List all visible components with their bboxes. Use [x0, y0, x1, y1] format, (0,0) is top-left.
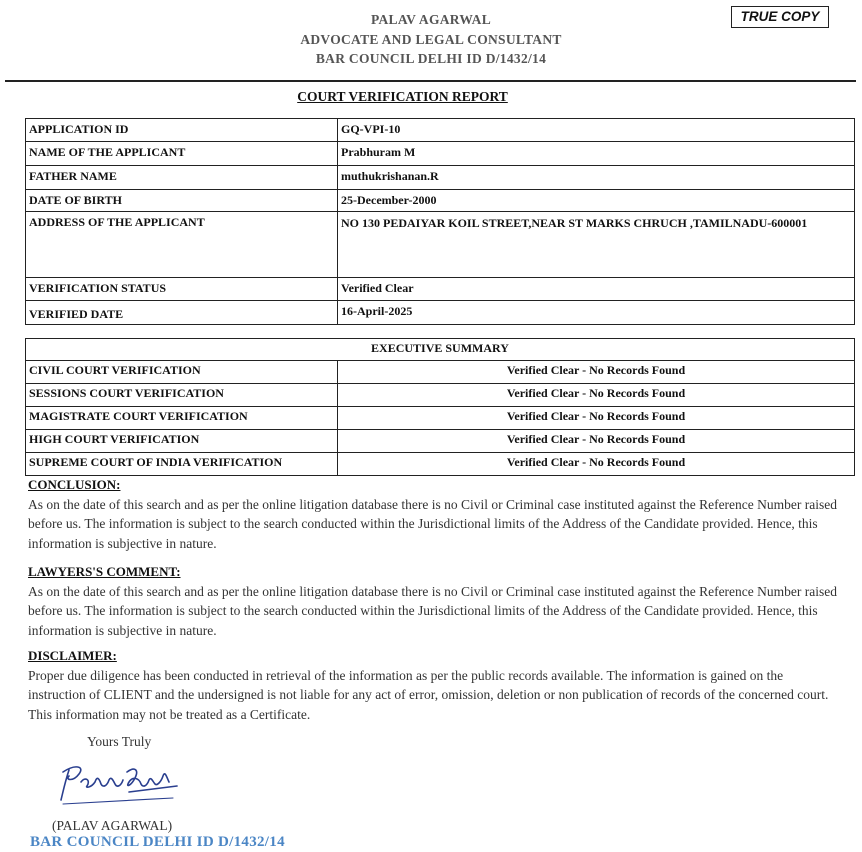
- table-row: [26, 166, 855, 190]
- signatory-bar-id: BAR COUNCIL DELHI ID D/1432/14: [30, 834, 285, 850]
- summary-label: SESSIONS COURT VERIFICATION: [26, 384, 338, 407]
- disclaimer-heading: DISCLAIMER:: [28, 648, 117, 663]
- advocate-bar-id: BAR COUNCIL DELHI ID D/1432/14: [315, 51, 547, 66]
- summary-label: SUPREME COURT OF INDIA VERIFICATION: [26, 453, 338, 476]
- summary-value: Verified Clear - No Records Found: [338, 407, 855, 430]
- table-row: [26, 301, 855, 325]
- summary-title: EXECUTIVE SUMMARY: [26, 339, 855, 361]
- table-row: [26, 453, 855, 476]
- table-row: [26, 430, 855, 453]
- report-title: COURT VERIFICATION REPORT: [297, 89, 508, 104]
- info-value: Verified Clear: [338, 278, 855, 301]
- summary-value: Verified Clear - No Records Found: [338, 384, 855, 407]
- info-value: 25-December-2000: [338, 190, 855, 212]
- summary-label: HIGH COURT VERIFICATION: [26, 430, 338, 453]
- table-row: [26, 407, 855, 430]
- table-row: [26, 278, 855, 301]
- summary-label: MAGISTRATE COURT VERIFICATION: [26, 407, 338, 430]
- info-value: 16-April-2025: [338, 301, 855, 325]
- info-value: GQ-VPI-10: [338, 119, 855, 142]
- table-row: [26, 384, 855, 407]
- table-row: [26, 361, 855, 384]
- executive-summary-table: [25, 338, 855, 476]
- applicant-info-table: [25, 118, 855, 325]
- info-value: Prabhuram M: [338, 142, 855, 166]
- info-label: FATHER NAME: [26, 166, 338, 190]
- advocate-designation: ADVOCATE AND LEGAL CONSULTANT: [300, 31, 562, 47]
- signatory-name: (PALAV AGARWAL): [52, 818, 173, 833]
- conclusion-heading: CONCLUSION:: [28, 477, 121, 492]
- info-label: NAME OF THE APPLICANT: [26, 142, 338, 166]
- lawyers-comment-section: [28, 562, 843, 640]
- lawyers-comment-text: As on the date of this search and as per the online litigation database there is no Civil or Criminal case instituted against the Reference Number raised before us. The information is subject to the search conducted within the Jurisdictional limits of the Address of the Candidate provided. Hence, this information is subjective in nature.: [28, 583, 838, 638]
- info-label: VERIFICATION STATUS: [26, 278, 338, 301]
- table-row: [26, 190, 855, 212]
- disclaimer-section: [28, 646, 843, 724]
- info-label: VERIFIED DATE: [26, 301, 338, 325]
- info-value: muthukrishanan.R: [338, 166, 855, 190]
- info-label: DATE OF BIRTH: [26, 190, 338, 212]
- info-label: ADDRESS OF THE APPLICANT: [26, 212, 338, 278]
- table-row: [26, 339, 855, 361]
- table-row: [26, 119, 855, 142]
- summary-value: Verified Clear - No Records Found: [338, 453, 855, 476]
- salutation: Yours Truly: [87, 734, 152, 749]
- info-label: APPLICATION ID: [26, 119, 338, 142]
- table-row: [26, 212, 855, 278]
- true-copy-stamp: TRUE COPY: [731, 6, 829, 28]
- advocate-name: PALAV AGARWAL: [370, 12, 492, 27]
- info-value: NO 130 PEDAIYAR KOIL STREET,NEAR ST MARKS CHRUCH ,TAMILNADU-600001: [338, 212, 855, 278]
- summary-label: CIVIL COURT VERIFICATION: [26, 361, 338, 384]
- header-divider: [5, 80, 856, 82]
- conclusion-text: As on the date of this search and as per the online litigation database there is no Civil or Criminal case instituted against the Reference Number raised before us. The information is subject to the search conducted within the Jurisdictional limits of the Address of the Candidate provided. Hence, this information is subjective in nature.: [28, 496, 838, 551]
- summary-value: Verified Clear - No Records Found: [338, 430, 855, 453]
- lawyers-comment-heading: LAWYERS'S COMMENT:: [28, 564, 181, 579]
- table-row: [26, 142, 855, 166]
- summary-value: Verified Clear - No Records Found: [338, 361, 855, 384]
- disclaimer-text: Proper due diligence has been conducted in retrieval of the information as per the public records available. The information is gained on the instruction of CLIENT and the undersigned is not liable for any act of error, omission, deletion or non publication of records of the concerned court. This information may not be treated as a Certificate.: [28, 667, 829, 722]
- signature: [55, 758, 185, 812]
- conclusion-section: [28, 475, 843, 553]
